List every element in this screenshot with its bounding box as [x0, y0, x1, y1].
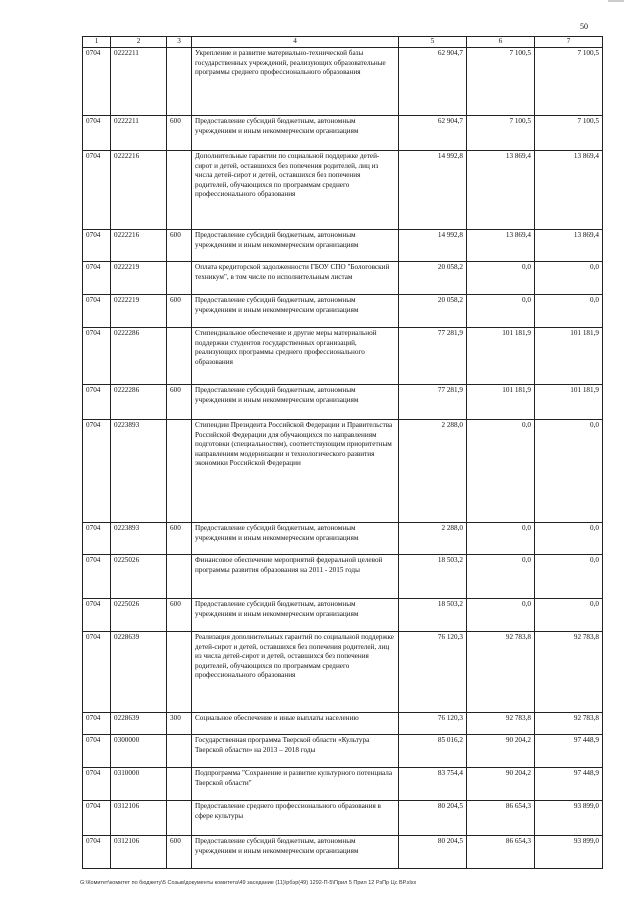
amount-col-5: 20 058,2 — [399, 262, 467, 295]
amount-col-7: 93 899,0 — [535, 801, 603, 836]
item-description: Оплата кредиторской задолженности ГБОУ СПО "Бологовский техникум", в том числе по исполнительным листам — [192, 262, 399, 295]
section-code: 0704 — [83, 735, 111, 768]
amount-col-6: 92 783,8 — [467, 713, 535, 735]
file-path-footer: G:\Комитет\комитет по бюджету\5 Созыв\документы комитета\49 заседание (11)\рбэр(49) 1292-П-5\Прил 5 Прил 12 РзПр Цс ВР.xlsx — [80, 880, 417, 886]
table-row — [83, 713, 603, 735]
page-corner-mark — [608, 0, 624, 2]
item-description: Предоставление субсидий бюджетным, автономным учреждениям и иным некоммерческим организациям — [192, 385, 399, 420]
section-code: 0704 — [83, 295, 111, 328]
target-article-code: 0222219 — [111, 295, 167, 328]
item-description: Государственная программа Тверской области «Культура Тверской области» на 2013 – 2018 годы — [192, 735, 399, 768]
item-description: Реализация дополнительных гарантий по социальной поддержке детей-сирот и детей, оставшихся без попечения родителей, лиц из числа детей-сирот и детей, оставшихся без попечения родителей, обучающихся по программам среднего профессионального образования — [192, 632, 399, 713]
amount-col-5: 80 204,5 — [399, 801, 467, 836]
header-cell-4: 4 — [192, 37, 399, 48]
target-article-code: 0223893 — [111, 523, 167, 555]
expense-type-code: 600 — [167, 295, 192, 328]
item-description: Предоставление субсидий бюджетным, автономным учреждениям и иным некоммерческим организациям — [192, 836, 399, 869]
amount-col-5: 85 016,2 — [399, 735, 467, 768]
table-row — [83, 385, 603, 420]
amount-col-7: 0,0 — [535, 420, 603, 523]
table-row — [83, 48, 603, 116]
table-row — [83, 555, 603, 599]
section-code: 0704 — [83, 48, 111, 116]
section-code: 0704 — [83, 420, 111, 523]
table-row — [83, 230, 603, 262]
target-article-code: 0312106 — [111, 836, 167, 869]
amount-col-6: 0,0 — [467, 420, 535, 523]
amount-col-5: 14 992,8 — [399, 230, 467, 262]
table-row — [83, 801, 603, 836]
budget-table — [82, 36, 603, 869]
table-header — [83, 37, 603, 48]
amount-col-6: 0,0 — [467, 262, 535, 295]
amount-col-5: 83 754,4 — [399, 768, 467, 801]
amount-col-6: 101 181,9 — [467, 328, 535, 385]
target-article-code: 0222286 — [111, 328, 167, 385]
expense-type-code — [167, 420, 192, 523]
item-description: Предоставление субсидий бюджетным, автономным учреждениям и иным некоммерческим организациям — [192, 116, 399, 151]
item-description: Финансовое обеспечение мероприятий федеральной целевой программы развития образования на 2011 - 2015 годы — [192, 555, 399, 599]
amount-col-7: 7 100,5 — [535, 48, 603, 116]
expense-type-code — [167, 768, 192, 801]
section-code: 0704 — [83, 599, 111, 632]
target-article-code: 0222216 — [111, 230, 167, 262]
target-article-code: 0228639 — [111, 713, 167, 735]
target-article-code: 0310000 — [111, 768, 167, 801]
amount-col-7: 92 783,8 — [535, 713, 603, 735]
expense-type-code: 600 — [167, 523, 192, 555]
table-body — [83, 48, 603, 869]
section-code: 0704 — [83, 385, 111, 420]
amount-col-6: 7 100,5 — [467, 48, 535, 116]
amount-col-7: 97 448,9 — [535, 735, 603, 768]
amount-col-5: 77 281,9 — [399, 385, 467, 420]
section-code: 0704 — [83, 632, 111, 713]
target-article-code: 0225026 — [111, 599, 167, 632]
amount-col-5: 18 503,2 — [399, 555, 467, 599]
item-description: Предоставление субсидий бюджетным, автономным учреждениям и иным некоммерческим организациям — [192, 230, 399, 262]
amount-col-7: 101 181,9 — [535, 328, 603, 385]
amount-col-6: 101 181,9 — [467, 385, 535, 420]
item-description: Стипендии Президента Российской Федерации и Правительства Российской Федерации для обучающихся по направлениям подготовки (специальностям), соответствующим приоритетным направлениям модернизации и технологического развития экономики Российской Федерации — [192, 420, 399, 523]
target-article-code: 0222211 — [111, 48, 167, 116]
target-article-code: 0223893 — [111, 420, 167, 523]
target-article-code: 0300000 — [111, 735, 167, 768]
item-description: Предоставление субсидий бюджетным, автономным учреждениям и иным некоммерческим организациям — [192, 599, 399, 632]
expense-type-code — [167, 735, 192, 768]
target-article-code: 0222216 — [111, 151, 167, 230]
section-code: 0704 — [83, 836, 111, 869]
section-code: 0704 — [83, 230, 111, 262]
amount-col-6: 0,0 — [467, 523, 535, 555]
amount-col-7: 101 181,9 — [535, 385, 603, 420]
expense-type-code: 600 — [167, 116, 192, 151]
header-cell-2: 2 — [111, 37, 167, 48]
table-row — [83, 632, 603, 713]
amount-col-6: 92 783,8 — [467, 632, 535, 713]
header-cell-6: 6 — [467, 37, 535, 48]
expense-type-code — [167, 262, 192, 295]
header-cell-1: 1 — [83, 37, 111, 48]
header-cell-7: 7 — [535, 37, 603, 48]
expense-type-code: 600 — [167, 599, 192, 632]
amount-col-5: 62 904,7 — [399, 116, 467, 151]
amount-col-6: 7 100,5 — [467, 116, 535, 151]
target-article-code: 0312106 — [111, 801, 167, 836]
item-description: Предоставление субсидий бюджетным, автономным учреждениям и иным некоммерческим организациям — [192, 523, 399, 555]
amount-col-7: 7 100,5 — [535, 116, 603, 151]
page-number: 50 — [580, 22, 588, 31]
amount-col-6: 86 654,3 — [467, 801, 535, 836]
item-description: Социальное обеспечение и иные выплаты населению — [192, 713, 399, 735]
expense-type-code — [167, 801, 192, 836]
expense-type-code — [167, 632, 192, 713]
expense-type-code: 600 — [167, 836, 192, 869]
header-row — [83, 37, 603, 48]
target-article-code: 0222286 — [111, 385, 167, 420]
table-row — [83, 116, 603, 151]
amount-col-7: 0,0 — [535, 555, 603, 599]
section-code: 0704 — [83, 262, 111, 295]
expense-type-code — [167, 328, 192, 385]
section-code: 0704 — [83, 328, 111, 385]
amount-col-7: 92 783,8 — [535, 632, 603, 713]
table-row — [83, 328, 603, 385]
table-row — [83, 523, 603, 555]
amount-col-6: 13 869,4 — [467, 230, 535, 262]
header-cell-3: 3 — [167, 37, 192, 48]
section-code: 0704 — [83, 523, 111, 555]
section-code: 0704 — [83, 713, 111, 735]
amount-col-5: 2 288,0 — [399, 420, 467, 523]
amount-col-7: 0,0 — [535, 599, 603, 632]
target-article-code: 0222211 — [111, 116, 167, 151]
amount-col-7: 93 899,0 — [535, 836, 603, 869]
item-description: Стипендиальное обеспечение и другие меры материальной поддержки студентов государственных организаций, реализующих программы среднего профессионального образования — [192, 328, 399, 385]
expense-type-code — [167, 555, 192, 599]
amount-col-5: 76 120,3 — [399, 713, 467, 735]
item-description: Укрепление и развитие материально-технической базы государственных учреждений, реализующих образовательные программы среднего профессионального образования — [192, 48, 399, 116]
amount-col-6: 13 869,4 — [467, 151, 535, 230]
amount-col-7: 13 869,4 — [535, 151, 603, 230]
item-description: Предоставление среднего профессионального образования в сфере культуры — [192, 801, 399, 836]
expense-type-code: 600 — [167, 385, 192, 420]
amount-col-6: 0,0 — [467, 555, 535, 599]
table-row — [83, 735, 603, 768]
target-article-code: 0228639 — [111, 632, 167, 713]
amount-col-7: 0,0 — [535, 262, 603, 295]
section-code: 0704 — [83, 768, 111, 801]
expense-type-code: 300 — [167, 713, 192, 735]
amount-col-5: 20 058,2 — [399, 295, 467, 328]
table-row — [83, 262, 603, 295]
amount-col-6: 90 204,2 — [467, 735, 535, 768]
amount-col-6: 86 654,3 — [467, 836, 535, 869]
table-row — [83, 836, 603, 869]
header-cell-5: 5 — [399, 37, 467, 48]
table-row — [83, 151, 603, 230]
section-code: 0704 — [83, 801, 111, 836]
target-article-code: 0222219 — [111, 262, 167, 295]
amount-col-7: 0,0 — [535, 295, 603, 328]
table-row — [83, 295, 603, 328]
amount-col-5: 2 288,0 — [399, 523, 467, 555]
amount-col-7: 13 869,4 — [535, 230, 603, 262]
item-description: Дополнительные гарантии по социальной поддержке детей-сирот и детей, оставшихся без попечения родителей, лиц из числа детей-сирот и детей, оставшихся без попечения родителей, обучающихся по программам среднего профессионального образования — [192, 151, 399, 230]
section-code: 0704 — [83, 116, 111, 151]
table-row — [83, 768, 603, 801]
table-row — [83, 599, 603, 632]
expense-type-code — [167, 151, 192, 230]
item-description: Подпрограмма "Сохранение и развитие культурного потенциала Тверской области" — [192, 768, 399, 801]
amount-col-6: 0,0 — [467, 295, 535, 328]
amount-col-5: 77 281,9 — [399, 328, 467, 385]
amount-col-5: 76 120,3 — [399, 632, 467, 713]
amount-col-7: 97 448,9 — [535, 768, 603, 801]
amount-col-5: 18 503,2 — [399, 599, 467, 632]
amount-col-6: 0,0 — [467, 599, 535, 632]
target-article-code: 0225026 — [111, 555, 167, 599]
amount-col-6: 90 204,2 — [467, 768, 535, 801]
amount-col-5: 62 904,7 — [399, 48, 467, 116]
expense-type-code — [167, 48, 192, 116]
section-code: 0704 — [83, 555, 111, 599]
amount-col-5: 80 204,5 — [399, 836, 467, 869]
table-row — [83, 420, 603, 523]
section-code: 0704 — [83, 151, 111, 230]
amount-col-7: 0,0 — [535, 523, 603, 555]
item-description: Предоставление субсидий бюджетным, автономным учреждениям и иным некоммерческим организациям — [192, 295, 399, 328]
amount-col-5: 14 992,8 — [399, 151, 467, 230]
expense-type-code: 600 — [167, 230, 192, 262]
